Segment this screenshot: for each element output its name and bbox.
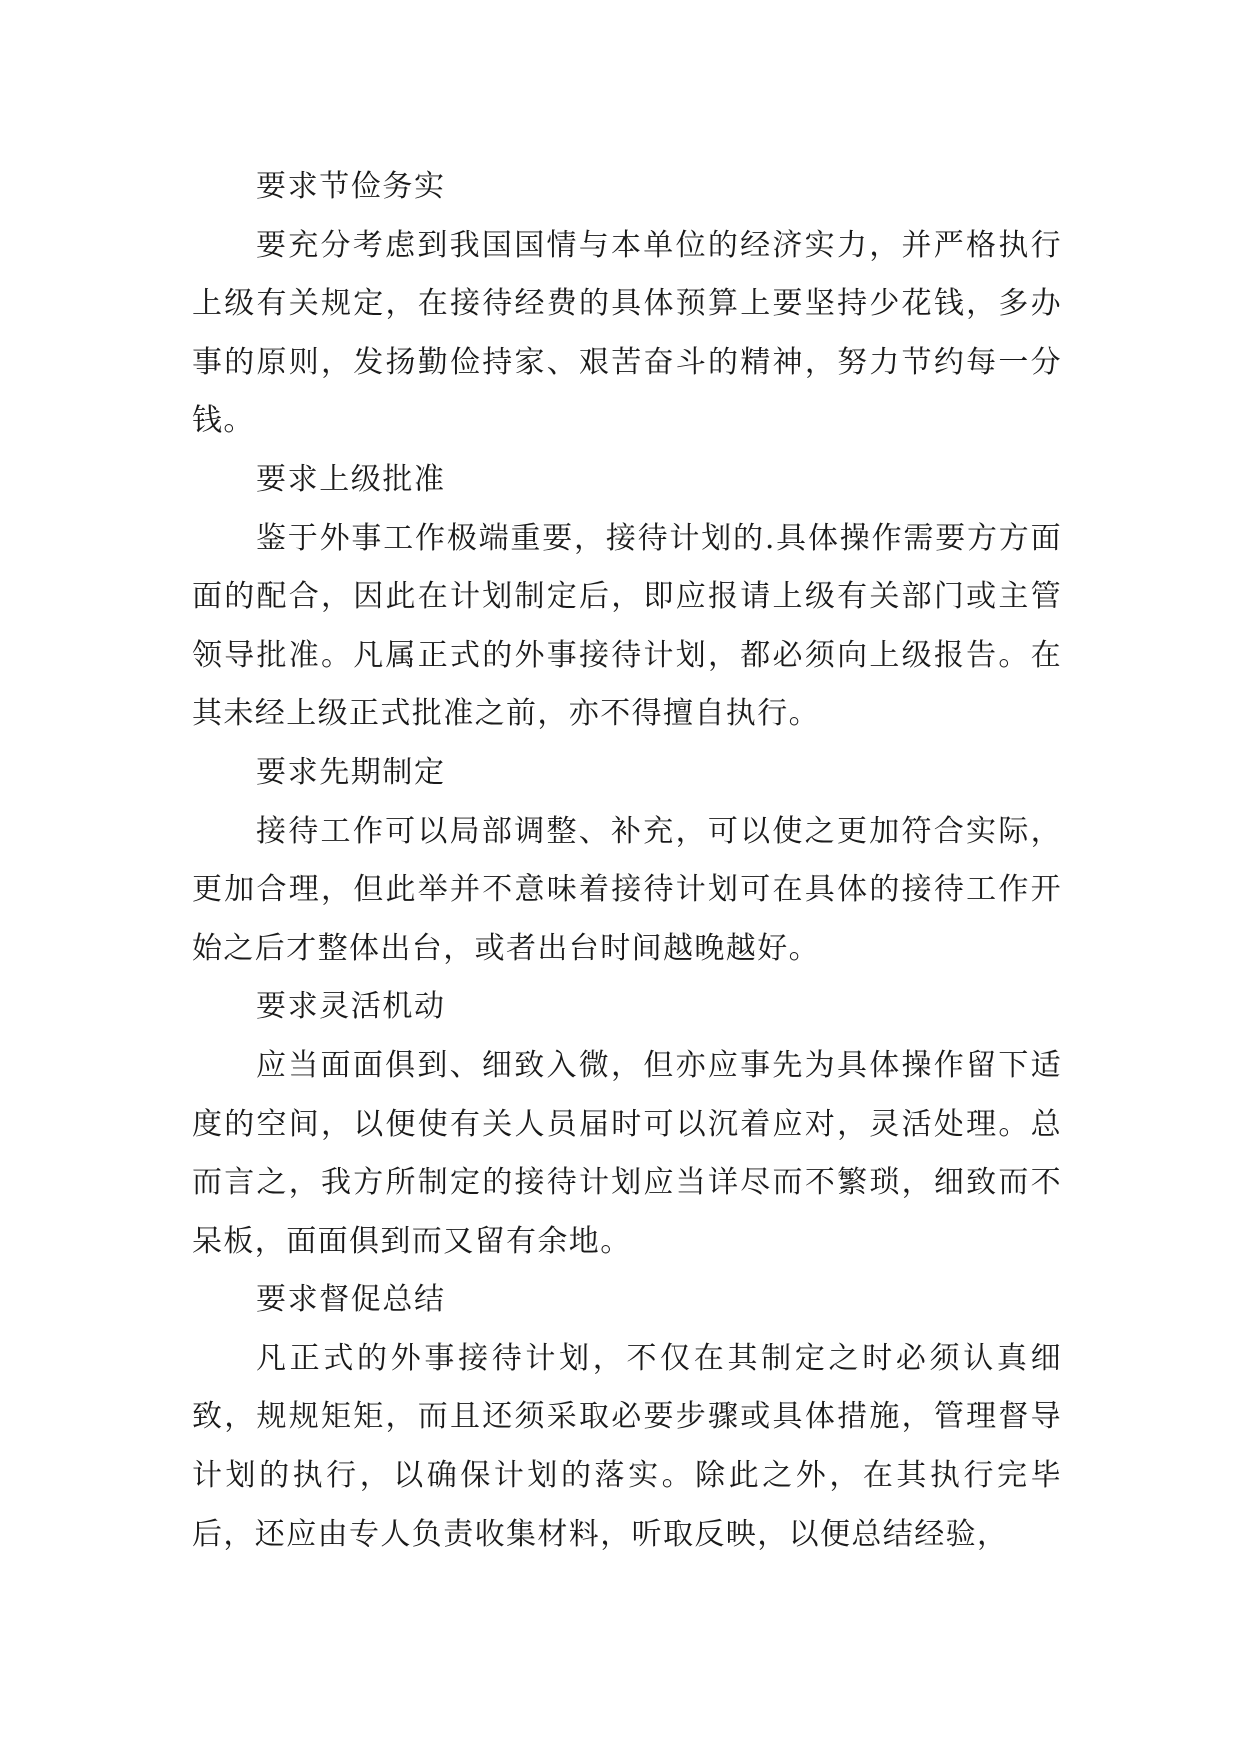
paragraph-frugal: 要充分考虑到我国国情与本单位的经济实力，并严格执行上级有关规定，在接待经费的具体预算上要坚持少花钱，多办事的原则，发扬勤俭持家、艰苦奋斗的精神，努力节约每一分钱。 [192,227,1062,439]
section-heading-approval: 要求上级批准 [256,461,446,497]
paragraph-supervise: 凡正式的外事接待计划，不仅在其制定之时必须认真细致，规规矩矩，而且还须采取必要步骤或具体措施，管理督导计划的执行，以确保计划的落实。除此之外，在其执行完毕后，还应由专人负责收集材料，听取反映，以便总结经验， [192,1340,1062,1552]
section-heading-supervise: 要求督促总结 [256,1282,446,1318]
section-heading-frugal: 要求节俭务实 [256,169,446,204]
paragraph-advance: 接待工作可以局部调整、补充，可以使之更加符合实际，更加合理，但此举并不意味着接待计划可在具体的接待工作开始之后才整体出台，或者出台时间越晚越好。 [192,813,1062,966]
section-heading-flexible: 要求灵活机动 [256,989,446,1025]
paragraph-flexible: 应当面面俱到、细致入微，但亦应事先为具体操作留下适度的空间，以便使有关人员届时可以沉着应对，灵活处理。总而言之，我方所制定的接待计划应当详尽而不繁琐，细致而不呆板，面面俱到而又留有余地。 [192,1047,1062,1259]
paragraph-approval: 鉴于外事工作极端重要，接待计划的.具体操作需要方方面面的配合，因此在计划制定后，即应报请上级有关部门或主管领导批准。凡属正式的外事接待计划，都必须向上级报告。在其未经上级正式批准之前，亦不得擅自执行。 [192,520,1062,732]
document-body [192,158,1062,1564]
section-heading-advance: 要求先期制定 [256,754,446,790]
